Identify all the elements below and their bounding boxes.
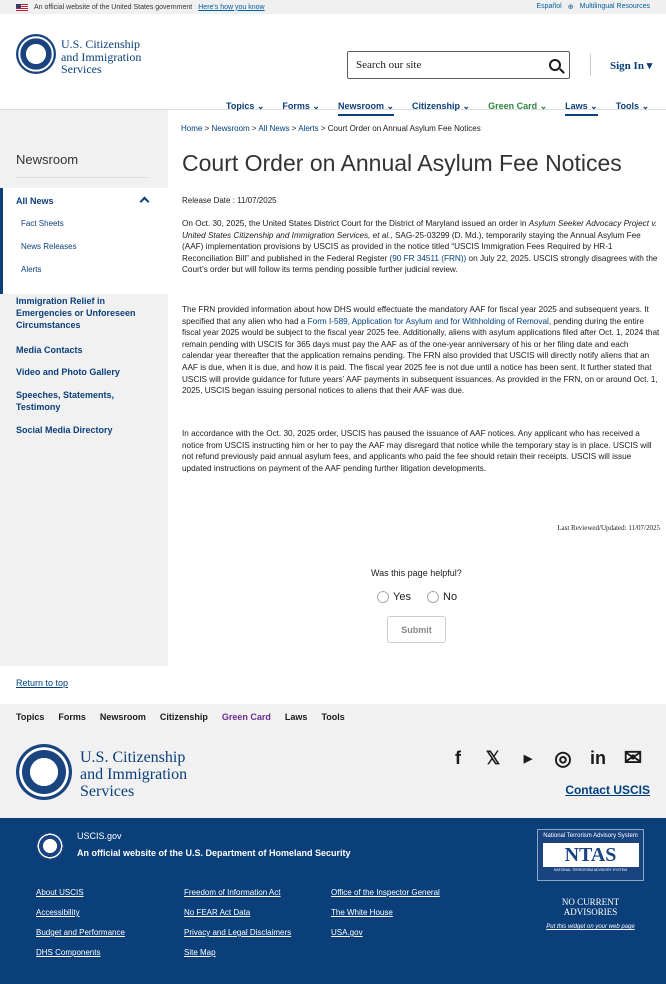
federal-register-link[interactable]: (90 FR 34511 (FRN)) (389, 253, 467, 263)
espanol-link[interactable]: Español (536, 3, 562, 10)
footer-agency-logo-text[interactable]: U.S. Citizenship and Immigration Services (80, 749, 188, 800)
footer-nav-laws[interactable]: Laws (284, 712, 308, 722)
instagram-icon[interactable]: ◎ (554, 747, 572, 770)
feedback-question: Was this page helpful? (371, 568, 462, 578)
email-icon[interactable]: ✉ (623, 745, 643, 770)
footer-navigation (0, 704, 666, 730)
agency-logo-text[interactable]: U.S. Citizenship and Immigration Services (61, 37, 142, 77)
dhs-seal-icon[interactable] (16, 34, 56, 74)
feedback-no-radio[interactable]: No (427, 591, 457, 603)
breadcrumb-all-news[interactable]: All News (258, 124, 290, 133)
dhs-seal-icon (36, 832, 64, 860)
x-icon[interactable]: 𝕏 (485, 747, 501, 768)
how-you-know-link[interactable]: Here's how you know (198, 3, 265, 11)
nav-newsroom[interactable]: Newsroom ⌄ (338, 101, 394, 116)
sign-in-button[interactable]: Sign In ▾ (610, 60, 653, 72)
breadcrumb-alerts[interactable]: Alerts (298, 124, 319, 133)
youtube-icon[interactable]: ▶ (523, 752, 533, 765)
footer-link-budget[interactable]: Budget and Performance (36, 928, 125, 937)
nav-laws[interactable]: Laws ⌄ (565, 101, 598, 116)
breadcrumb: Home > Newsroom > All News > Alerts > Court Order on Annual Asylum Fee Notices (181, 124, 481, 133)
sidebar-all-news-group (0, 188, 168, 294)
feedback-yes-radio[interactable]: Yes (377, 591, 411, 603)
search-input[interactable]: Search our site (347, 51, 570, 79)
ntas-widget-link[interactable]: Put this widget on your web page (546, 924, 635, 930)
form-i589-link[interactable]: Form I-589, Application for Asylum and for Withholding of Removal (307, 316, 549, 326)
feedback-submit-button[interactable]: Submit (387, 616, 446, 643)
page-title: Court Order on Annual Asylum Fee Notices (182, 150, 622, 176)
nav-topics[interactable]: Topics ⌄ (226, 101, 265, 111)
footer-link-dhs-components[interactable]: DHS Components (36, 948, 101, 957)
article-paragraph-3: In accordance with the Oct. 30, 2025 order, USCIS has paused the issuance of AAF notices. Any applicant who has received a notice from USCIS instructing him or her to pay the AAF may disregard that notice while the temporary stay is in place. USCIS will not refund previously paid annual asylum fees, and applicants who paid the fee should retain their receipts. USCIS will issue updated instructions on payment of the AAF pending further litigation developments. (182, 429, 652, 473)
sidebar-divider (16, 177, 148, 178)
ntas-logo: NTAS (543, 843, 639, 867)
footer-dark (0, 818, 666, 984)
search-icon[interactable] (549, 59, 561, 71)
footer-nav-newsroom[interactable]: Newsroom (99, 712, 146, 722)
nav-tools[interactable]: Tools ⌄ (615, 101, 650, 111)
ntas-logo-box[interactable]: National Terrorism Advisory System NTAS NATIONAL TERRORISM ADVISORY SYSTEM (537, 829, 644, 881)
article-paragraph-1: On Oct. 30, 2025, the United States District Court for the District of Maryland issued an order in Asylum Seeker Advocacy Project v. United States Citizenship and Immigration Services, et al., SAG-25-03299 (D. Md.), temporarily staying the Annual Asylum Fee (AAF) implementation provisions by USCIS as provided in the notice titled “USCIS Immigration Fees Required by HR-1 Reconciliation Bill” and published in the Federal Register (90 FR 34511 (FRN)) on July 22, 2025. USCIS strongly disagrees with the Court’s order but will follow its terms pending possible further judicial review. (182, 219, 658, 275)
sidebar-item-immigration-relief[interactable]: Immigration Relief in Emergencies or Unforeseen Circumstances (16, 296, 136, 330)
social-links (444, 744, 647, 772)
sidebar-item-all-news[interactable]: All News (16, 196, 54, 206)
nav-green-card[interactable]: Green Card ⌄ (488, 101, 548, 111)
top-navigation (226, 101, 649, 116)
release-date: Release Date : 11/07/2025 (182, 196, 277, 205)
footer-nav-tools[interactable]: Tools (321, 712, 345, 722)
official-website-text: An official website of the U.S. Department of Homeland Security (77, 848, 351, 858)
footer-link-white-house[interactable]: The White House (331, 908, 393, 917)
footer-nav-citizenship[interactable]: Citizenship (159, 712, 208, 722)
footer-link-about[interactable]: About USCIS (36, 888, 84, 897)
sidebar-item-alerts[interactable]: Alerts (21, 265, 42, 274)
footer-link-oig[interactable]: Office of the Inspector General (331, 888, 440, 897)
sidebar-item-news-releases[interactable]: News Releases (21, 242, 77, 251)
site-header (0, 14, 666, 110)
footer-nav-topics[interactable]: Topics (16, 712, 45, 722)
breadcrumb-current: Court Order on Annual Asylum Fee Notices (327, 124, 481, 133)
radio-icon[interactable] (377, 591, 389, 603)
radio-icon[interactable] (427, 591, 439, 603)
sidebar-item-speeches[interactable]: Speeches, Statements, Testimony (16, 390, 115, 412)
footer-header (0, 730, 666, 818)
footer-link-site-map[interactable]: Site Map (184, 948, 216, 957)
footer-link-foia[interactable]: Freedom of Information Act (184, 888, 281, 897)
contact-uscis-link[interactable]: Contact USCIS (565, 783, 650, 797)
sidebar-item-video-gallery[interactable]: Video and Photo Gallery (16, 367, 120, 377)
article-paragraph-2: The FRN provided information about how DHS would effectuate the mandatory AAF for fiscal year 2025 and subsequent years. It specified that any alien who had a Form I-589, Application for Asylum and for Withholding of Removal, pending during the entire fiscal year 2025 would be subject to the fiscal year 2025 fee. Additionally, aliens with asylum applications filed after Oct. 1, 2024 that remain pending with USCIS for 365 days must pay the AAF as of the one-year anniversary of his or her filing date and each calendar year thereafter that the application remains pending. The FRN also provided that USCIS will directly notify aliens that an AAF is due, when it is due, and how it is paid. The fiscal year 2025 fee is not due until a notice has been sent. It further stated that USCIS will provide guidance for future years’ AAF payments in subsequent issuances. As provided in the FRN, on or around Oct. 1, 2025, USCIS began issuing personal notices to aliens that their AAF was due. (182, 305, 660, 396)
facebook-icon[interactable]: f (455, 747, 461, 768)
last-reviewed: Last Reviewed/Updated: 11/07/2025 (557, 524, 660, 532)
footer-nav-green-card[interactable]: Green Card (221, 712, 271, 722)
dhs-link[interactable]: U.S. Department of Homeland Security (185, 848, 351, 858)
gov-banner-text: An official website of the United States government (34, 3, 193, 11)
gov-banner (0, 0, 666, 14)
us-flag-icon (16, 4, 28, 11)
uscis-gov-label: USCIS.gov (77, 831, 122, 841)
nav-citizenship[interactable]: Citizenship ⌄ (412, 101, 471, 111)
sidebar-title: Newsroom (16, 152, 79, 167)
chevron-up-icon[interactable] (140, 197, 150, 207)
footer-link-accessibility[interactable]: Accessibility (36, 908, 80, 917)
multilingual-link[interactable]: Multilingual Resources (579, 3, 650, 10)
header-divider (590, 54, 591, 76)
breadcrumb-home[interactable]: Home (181, 124, 203, 133)
ntas-status: NO CURRENT ADVISORIES (561, 897, 620, 917)
sidebar-item-media-contacts[interactable]: Media Contacts (16, 345, 83, 355)
dhs-seal-icon[interactable] (16, 744, 72, 800)
footer-link-no-fear[interactable]: No FEAR Act Data (184, 908, 251, 917)
return-to-top-link[interactable]: Return to top (16, 678, 69, 688)
footer-nav-forms[interactable]: Forms (58, 712, 86, 722)
footer-link-privacy[interactable]: Privacy and Legal Disclaimers (184, 928, 292, 937)
sidebar-item-fact-sheets[interactable]: Fact Sheets (21, 219, 64, 228)
globe-icon: ⊕ (567, 4, 574, 11)
breadcrumb-newsroom[interactable]: Newsroom (211, 124, 250, 133)
nav-forms[interactable]: Forms ⌄ (282, 101, 320, 111)
sidebar (0, 110, 168, 666)
ntas-widget (537, 829, 644, 955)
footer-link-usa-gov[interactable]: USA.gov (331, 928, 363, 937)
sidebar-item-social-media[interactable]: Social Media Directory (16, 425, 113, 435)
linkedin-icon[interactable]: in (590, 747, 606, 768)
